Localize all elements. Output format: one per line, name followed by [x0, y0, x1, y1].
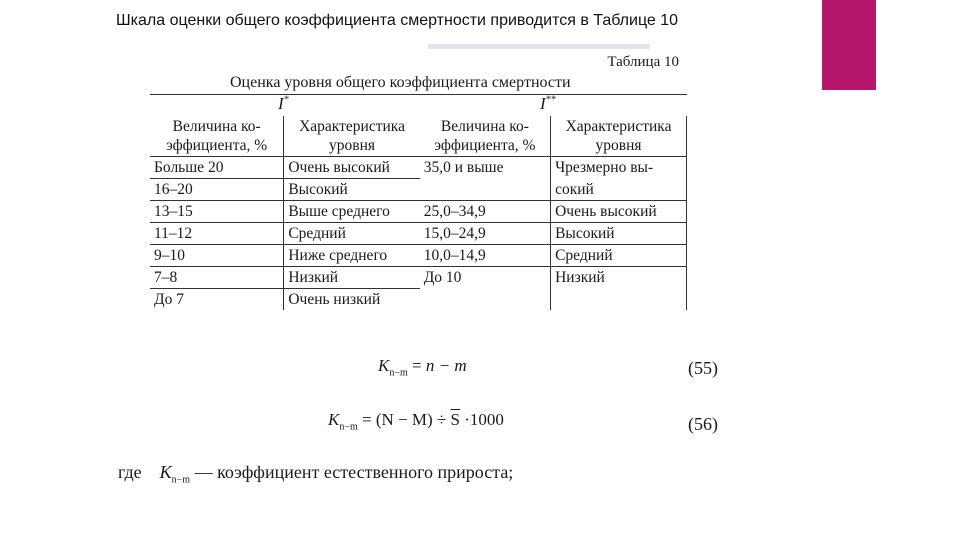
table-cell: 15,0–24,9 [420, 223, 551, 245]
table-row [150, 157, 687, 179]
table-cell: 9–10 [150, 245, 284, 267]
table-cell: Низкий [284, 267, 420, 289]
table-cell: Очень высокий [284, 157, 420, 179]
table-cell: Очень низкий [284, 289, 420, 311]
table-cell: 11–12 [150, 223, 284, 245]
table-cell: 35,0 и выше [423, 159, 504, 176]
table-cell: Ниже среднего [284, 245, 420, 267]
formula-55: $K_{n-m} = n - m$ [378, 356, 467, 379]
table-row [150, 179, 687, 201]
group-label-1: I* [278, 94, 289, 113]
table-cell: 25,0–34,9 [420, 201, 551, 223]
table-top-rule [150, 94, 687, 95]
table-number: Таблица 10 [607, 54, 679, 70]
table-row [150, 289, 687, 311]
table-row [150, 201, 687, 223]
formula-56: $K_{n-m} = (N - M) \div \overline{S} \cdot 1000$ [328, 410, 504, 433]
table-cell: сокий [551, 179, 687, 201]
header-cell: Характеристика уровня [284, 116, 420, 157]
table-cell: 16–20 [150, 179, 284, 201]
table-caption: Оценка уровня общего коэффициента смертности [230, 74, 571, 91]
table-cell: Средний [551, 245, 687, 267]
slide-title: Шкала оценки общего коэффициента смертности приводится в Таблице 10 [116, 12, 679, 29]
table-cell [420, 179, 551, 201]
table-cell [420, 289, 551, 311]
table-cell: Очень высокий [551, 201, 687, 223]
equation-number-56: (56) [688, 414, 718, 434]
accent-bar [822, 0, 876, 90]
group-label-2: I** [540, 94, 556, 113]
table-cell: 7–8 [150, 267, 284, 289]
table-cell: До 7 [154, 291, 184, 308]
table-cell: Низкий [551, 267, 687, 289]
equation-number-55: (55) [688, 358, 718, 378]
table-cell: Выше среднего [284, 201, 420, 223]
table-cell: До 10 [423, 269, 462, 286]
table-header-row [150, 116, 687, 157]
header-cell: Величина ко-эффициента, % [420, 116, 551, 157]
table-row [150, 223, 687, 245]
table-cell: Высокий [284, 179, 420, 201]
header-cell: Характеристика уровня [551, 116, 687, 157]
table-cell [551, 289, 687, 311]
table-cell: Чрезмерно вы- [551, 157, 687, 179]
decorative-rule [428, 44, 650, 49]
table-cell: 10,0–14,9 [420, 245, 551, 267]
table-cell: Высокий [551, 223, 687, 245]
table-cell: 13–15 [150, 201, 284, 223]
mortality-scale-table [150, 116, 687, 310]
table-row [150, 267, 687, 289]
table-cell: Больше 20 [150, 157, 284, 179]
formula-legend: где $K_{n-m}$ — коэффициент естественного прироста; [118, 462, 514, 486]
header-cell: Величина ко-эффициента, % [150, 116, 284, 157]
table-cell: Средний [284, 223, 420, 245]
table-row [150, 245, 687, 267]
